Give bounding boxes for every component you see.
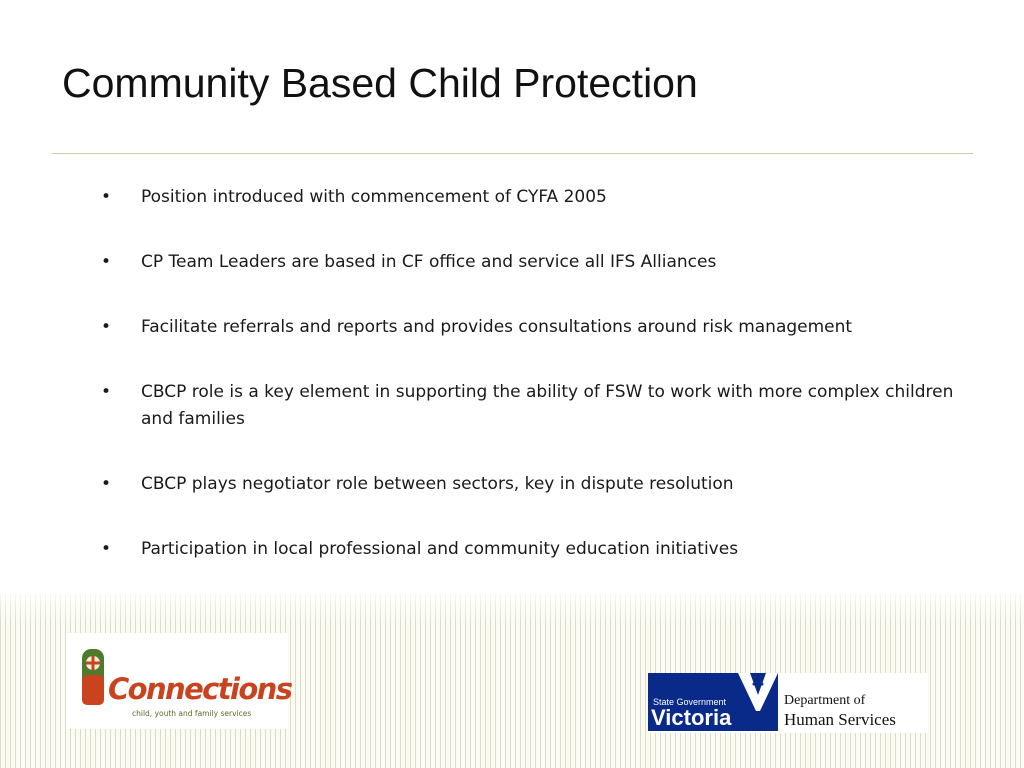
bullet-text: Facilitate referrals and reports and provides consultations around risk management — [141, 317, 853, 337]
bullet-text: CP Team Leaders are based in CF office and service all IFS Alliances — [141, 252, 717, 272]
bullet-dot: • — [100, 382, 112, 402]
bullet-text: Participation in local professional and community education initiatives — [141, 539, 739, 559]
department-label: Department of — [784, 693, 866, 708]
bullet-dot: • — [100, 252, 112, 272]
bullet-dot: • — [100, 474, 112, 494]
bullet-dot: • — [100, 317, 112, 337]
slide-title: Community Based Child Protection — [62, 60, 698, 106]
bullet-item — [100, 314, 970, 341]
bullet-text: CBCP role is a key element in supporting the ability of FSW to work with more complex children and families — [141, 382, 954, 429]
bullet-text: Position introduced with commencement of CYFA 2005 — [141, 187, 607, 207]
victoria-wordmark: Victoria — [651, 705, 732, 730]
bullet-text: CBCP plays negotiator role between sectors, key in dispute resolution — [141, 474, 734, 494]
bullet-dot: • — [100, 539, 112, 559]
connections-logo — [66, 633, 292, 729]
victoria-v-mark-icon — [736, 673, 778, 711]
bullet-list — [100, 184, 970, 601]
bullet-item — [100, 536, 970, 563]
human-services-label: Human Services — [784, 710, 896, 729]
bullet-item — [100, 379, 970, 433]
connections-tagline: child, youth and family services — [132, 709, 252, 718]
title-divider — [52, 153, 973, 154]
uniting-care-badge-icon — [80, 645, 106, 707]
bullet-item — [100, 249, 970, 276]
connections-wordmark: Connections — [108, 672, 292, 706]
bullet-item — [100, 184, 970, 211]
victoria-logo-block — [648, 673, 778, 731]
victoria-dhs-logo — [648, 673, 928, 733]
bullet-dot: • — [100, 187, 112, 207]
state-government-label: State Government — [653, 697, 727, 707]
bullet-item — [100, 471, 970, 498]
